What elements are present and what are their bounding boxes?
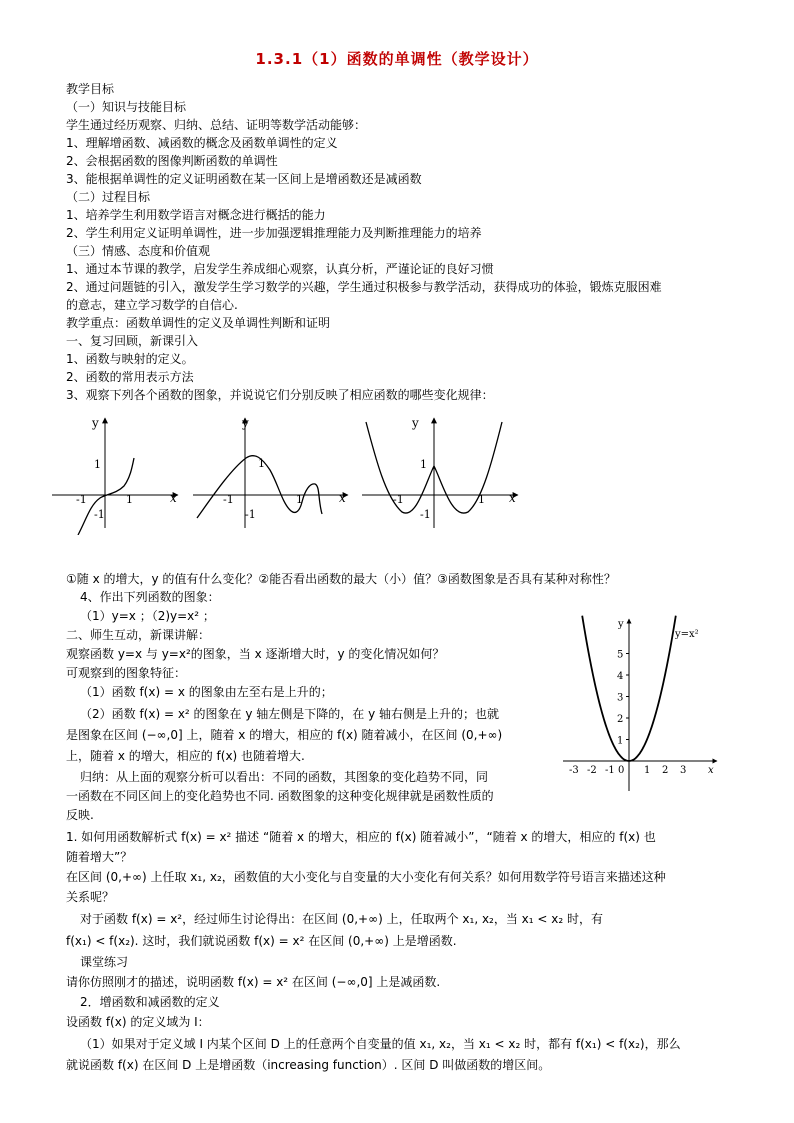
x-tick-label: 2	[662, 765, 669, 776]
tick-label: 1	[420, 458, 427, 471]
graph-1	[52, 416, 178, 535]
tick-label: 1	[478, 493, 485, 506]
section-heading: 一、复习回顾，新课引入	[66, 334, 199, 348]
y-tick-label: 4	[617, 671, 624, 682]
list-item: 3、能根据单调性的定义证明函数在某一区间上是增函数还是减函数	[66, 172, 422, 186]
tick-label: 1	[94, 458, 101, 471]
key-point: 教学重点：函数单调性的定义及单调性判断和证明	[66, 316, 331, 330]
tick-label: -1	[76, 493, 87, 506]
paragraph: 是图象在区间 (−∞,0] 上，随着 x 的增大，相应的 f(x) 随着减小，在区间 (0,+∞)	[66, 728, 503, 742]
paragraph: 随着增大”？	[66, 850, 133, 864]
y-label: y	[412, 416, 419, 430]
tick-label: -1	[94, 508, 105, 521]
tick-label: 1	[258, 457, 265, 470]
function-graphs	[50, 410, 540, 535]
paragraph: 观察函数 y=x 与 y=x²的图象，当 x 逐渐增大时，y 的变化情况如何？	[66, 647, 445, 661]
x-label: x	[708, 765, 714, 776]
tick-label: 1	[126, 493, 133, 506]
x-label: x	[339, 491, 346, 505]
list-item: 2、通过问题链的引入，激发学生学习数学的兴趣，学生通过积极参与教学活动，获得成功的体验，锻炼克服困难	[66, 280, 662, 294]
y-label: y	[618, 619, 624, 630]
x-tick-label: 1	[644, 765, 651, 776]
list-item: 1、理解增函数、减函数的概念及函数单调性的定义	[66, 136, 338, 150]
paragraph: f(x₁) < f(x₂). 这时，我们就说函数 f(x) = x² 在区间 (0,+∞) 上是增函数.	[66, 934, 457, 948]
tick-label: -1	[223, 493, 234, 506]
parabola-chart	[555, 615, 725, 795]
paragraph: 1. 如何用函数解析式 f(x) = x² 描述 “随着 x 的增大，相应的 f(x) 随着减小”，“随着 x 的增大，相应的 f(x) 也	[66, 830, 656, 844]
section-heading: 二、师生互动，新课讲解：	[66, 628, 211, 642]
subsection-heading: （二）过程目标	[66, 190, 151, 204]
paragraph: 归纳：从上面的观察分析可以看出：不同的函数，其图象的变化趋势不同，同	[80, 770, 489, 784]
paragraph: 的意志，建立学习数学的自信心.	[66, 298, 238, 312]
question: ①随 x 的增大，y 的值有什么变化？②能否看出函数的最大（小）值？③函数图象是否具有某种对称性？	[66, 572, 616, 586]
list-item: 2、函数的常用表示方法	[66, 370, 194, 384]
section-heading: 课堂练习	[80, 955, 129, 969]
x-tick-label: 3	[680, 765, 687, 776]
page-title: 1.3.1（1）函数的单调性（教学设计）	[255, 50, 539, 68]
paragraph: 反映.	[66, 808, 94, 822]
y-label: y	[92, 416, 99, 430]
y-label: y	[242, 416, 249, 430]
tick-label: -1	[393, 493, 404, 506]
y-tick-label: 1	[617, 735, 624, 747]
list-item: （1）y=x ；（2)y=x² ；	[80, 609, 215, 623]
paragraph: 一函数在不同区间上的变化趋势也不同. 函数图象的这种变化规律就是函数性质的	[66, 789, 494, 803]
graph-3	[362, 416, 518, 528]
definition: （1）如果对于定义域 I 内某个区间 D 上的任意两个自变量的值 x₁, x₂，当 x₁ < x₂ 时，都有 f(x₁) < f(x₂)，那么	[80, 1037, 681, 1051]
paragraph: 可观察到的图象特征：	[66, 666, 187, 680]
y-tick-label: 2	[617, 714, 624, 725]
x-tick-label: -3	[569, 765, 579, 776]
paragraph: 设函数 f(x) 的定义域为 I：	[66, 1015, 210, 1029]
x-tick-label: -2	[587, 765, 597, 776]
tick-label: -1	[420, 508, 431, 521]
subsection-heading: （一）知识与技能目标	[66, 100, 187, 114]
list-item: 2、会根据函数的图像判断函数的单调性	[66, 154, 278, 168]
x-label: x	[170, 491, 177, 505]
y-tick-label: 5	[617, 649, 624, 661]
paragraph: 关系呢？	[66, 890, 115, 904]
paragraph: （2）函数 f(x) = x² 的图象在 y 轴左侧是下降的，在 y 轴右侧是上升的；也就	[80, 707, 500, 721]
curve-label: y=x²	[675, 629, 699, 640]
list-item: 1、培养学生利用数学语言对概念进行概括的能力	[66, 208, 326, 222]
tick-label: 1	[296, 493, 303, 506]
list-item: 3、观察下列各个函数的图象，并说说它们分别反映了相应函数的哪些变化规律：	[66, 388, 494, 402]
list-item: 1、函数与映射的定义。	[66, 352, 194, 366]
paragraph: 在区间 (0,+∞) 上任取 x₁, x₂，函数值的大小变化与自变量的大小变化有何关系？如何用数学符号语言来描述这种	[66, 870, 666, 884]
section-heading: 2．增函数和减函数的定义	[80, 995, 220, 1009]
list-item: 2、学生利用定义证明单调性，进一步加强逻辑推理能力及判断推理能力的培养	[66, 226, 482, 240]
subsection-heading: （三）情感、态度和价值观	[66, 244, 211, 258]
x-label: x	[509, 491, 516, 505]
tick-label: -1	[245, 508, 256, 521]
paragraph: 上，随着 x 的增大，相应的 f(x) 也随着增大.	[66, 749, 305, 763]
graph-2	[193, 416, 348, 528]
paragraph: 学生通过经历观察、归纳、总结、证明等数学活动能够：	[66, 118, 367, 132]
list-item: 4、作出下列函数的图象：	[80, 590, 220, 604]
origin-label: 0	[618, 765, 625, 776]
y-tick-label: 3	[617, 692, 624, 704]
definition: 就说函数 f(x) 在区间 D 上是增函数（increasing function）. 区间 D 叫做函数的增区间。	[66, 1058, 551, 1072]
paragraph: 对于函数 f(x) = x²，经过师生讨论得出：在区间 (0,+∞) 上，任取两个 x₁, x₂，当 x₁ < x₂ 时，有	[80, 912, 603, 926]
list-item: 1、通过本节课的教学，启发学生养成细心观察，认真分析，严谨论证的良好习惯	[66, 262, 494, 276]
paragraph: （1）函数 f(x) = x 的图象由左至右是上升的；	[80, 685, 333, 699]
section-heading: 教学目标	[66, 82, 115, 96]
paragraph: 请你仿照刚才的描述，说明函数 f(x) = x² 在区间 (−∞,0] 上是减函数.	[66, 975, 441, 989]
x-tick-label: -1	[605, 765, 615, 776]
